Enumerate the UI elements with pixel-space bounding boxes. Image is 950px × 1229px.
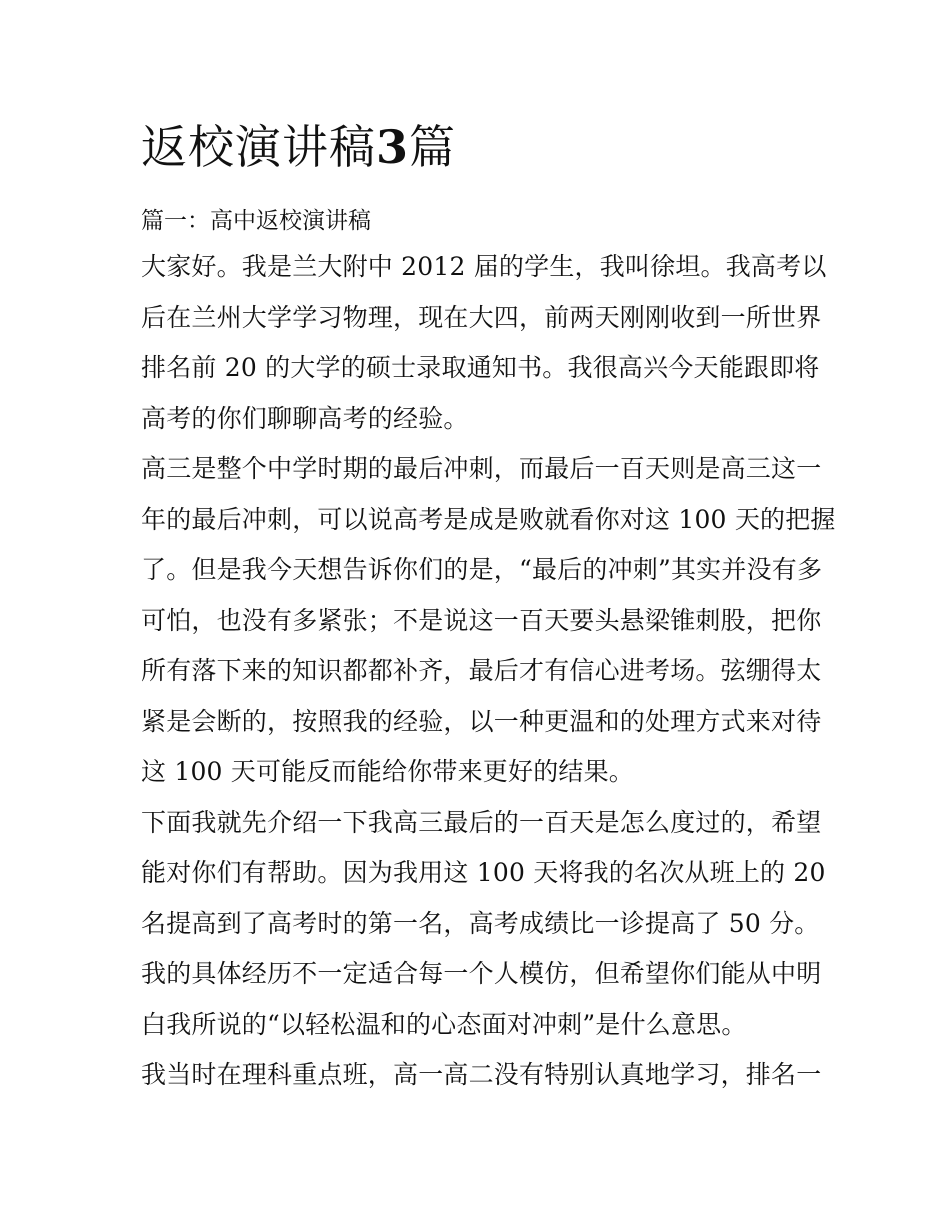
text-line: 紧是会断的，按照我的经验，以一种更温和的处理方式来对待 (141, 706, 822, 736)
title-number: 3 (376, 120, 410, 174)
text-line: 所有落下来的知识都都补齐，最后才有信心进考场。弦绷得太 (141, 656, 822, 685)
text-line: 年的最后冲刺，可以说高考是成是败就看你对这 100 天的把握 (141, 504, 836, 534)
paragraph-lines (141, 242, 836, 1101)
text-line: 能对你们有帮助。因为我用这 100 天将我的名次从班上的 20 (141, 858, 826, 887)
text-line: 这 100 天可能反而能给你带来更好的结果。 (141, 757, 635, 786)
text-line: 可怕，也没有多紧张；不是说这一百天要头悬梁锥刺股，把你 (141, 605, 822, 635)
document-title (141, 112, 821, 182)
section-heading: 篇一：高中返校演讲稿 (141, 208, 371, 234)
text-line: 白我所说的“以轻松温和的心态面对冲刺”是什么意思。 (141, 1009, 747, 1039)
text-line: 名提高到了高考时的第一名，高考成绩比一诊提高了 50 分。 (141, 908, 820, 938)
text-line: 我的具体经历不一定适合每一个人模仿，但希望你们能从中明 (141, 959, 822, 988)
text-line: 后在兰州大学学习物理，现在大四，前两天刚刚收到一所世界 (141, 302, 822, 332)
title-suffix: 篇 (409, 120, 457, 174)
text-line: 高考的你们聊聊高考的经验。 (141, 403, 469, 433)
text-line: 排名前 20 的大学的硕士录取通知书。我很高兴今天能跟即将 (141, 353, 820, 382)
text-line: 了。但是我今天想告诉你们的是，“最后的冲刺”其实并没有多 (141, 555, 823, 584)
text-line: 大家好。我是兰大附中 2012 届的学生，我叫徐坦。我高考以 (141, 252, 827, 281)
text-line: 我当时在理科重点班，高一高二没有特别认真地学习，排名一 (141, 1060, 822, 1089)
text-line: 下面我就先介绍一下我高三最后的一百天是怎么度过的，希望 (141, 807, 822, 837)
text-line: 高三是整个中学时期的最后冲刺，而最后一百天则是高三这一 (141, 454, 822, 483)
title-text: 返校演讲稿 (141, 120, 376, 174)
document-body (141, 112, 836, 1101)
